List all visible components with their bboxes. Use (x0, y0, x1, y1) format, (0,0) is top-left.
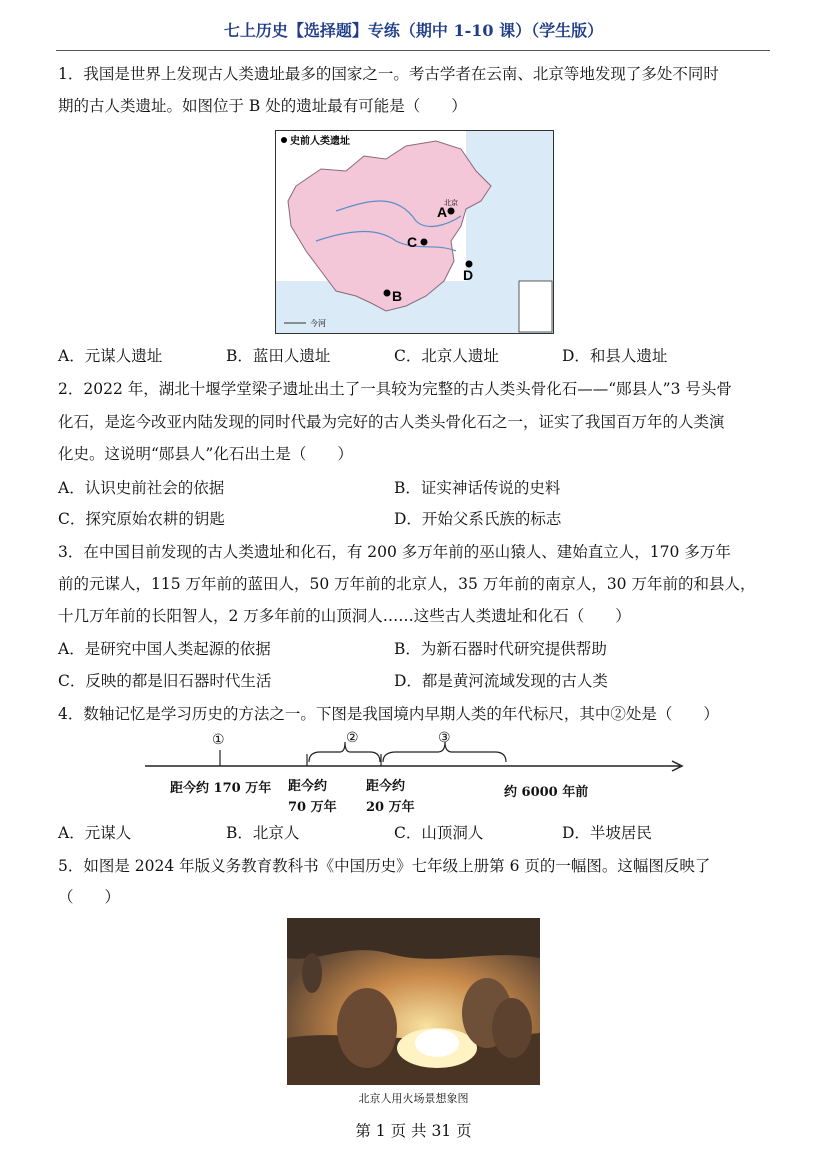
legend-site-label: 史前人类遗址 (290, 136, 350, 147)
page-title: 七上历史【选择题】专练（期中 1-10 课）（学生版） (223, 21, 604, 40)
q2-option-d[interactable]: D．开始父系氏族的标志 (394, 510, 562, 528)
china-map-figure (275, 130, 554, 334)
legend-site-dot (281, 137, 287, 143)
site-a-dot (448, 208, 455, 215)
legend-line-label: 今河 (310, 319, 326, 328)
timeline-label-70a: 距今约 (288, 779, 328, 794)
q2-stem-line1: 2．2022 年，湖北十堰学堂梁子遗址出土了一具较为完整的古人类头骨化石——“郧县人”3 号头骨 (58, 380, 732, 398)
site-c-dot (421, 239, 428, 246)
q1-option-b[interactable]: B．蓝田人遗址 (226, 347, 331, 365)
timeline-mark-1: ① (212, 732, 225, 748)
page-number: 第 1 页 共 31 页 (355, 1122, 472, 1140)
q4-option-d[interactable]: D．半坡居民 (562, 824, 652, 842)
q1-option-d[interactable]: D．和县人遗址 (562, 347, 668, 365)
q3-stem-line1: 3．在中国目前发现的古人类遗址和化石，有 200 多万年前的巫山猿人、建始直立人，170 多万年 (58, 543, 731, 561)
illustration-svg (287, 918, 540, 1085)
timeline-label-70b: 70 万年 (288, 800, 337, 815)
site-a-label: A (437, 204, 448, 220)
q3-stem-line2: 前的元谋人，115 万年前的蓝田人，50 万年前的北京人，35 万年前的南京人，30 万年前的和县人， (58, 575, 756, 593)
timeline-label-170: 距今约 170 万年 (170, 781, 272, 796)
q1-option-c[interactable]: C．北京人遗址 (394, 347, 499, 365)
q2-option-c[interactable]: C．探究原始农耕的钥匙 (58, 510, 225, 528)
illustration-caption: 北京人用火场景想象图 (358, 1092, 469, 1105)
peking-man-fire-illustration (287, 918, 540, 1085)
q2-stem-line3: 化史。这说明“郧县人”化石出土是（ ） (58, 445, 353, 463)
q3-stem-line3: 十几万年前的长阳智人，2 万多年前的山顶洞人……这些古人类遗址和化石（ ） (58, 607, 631, 625)
q4-stem-line1: 4．数轴记忆是学习历史的方法之一。下图是我国境内早期人类的年代标尺，其中②处是（ ） (58, 705, 719, 723)
site-d-label: D (463, 267, 474, 283)
q2-stem-line2: 化石，是迄今改亚内陆发现的同时代最为完好的古人类头骨化石之一，证实了我国百万年的人类演 (58, 413, 725, 431)
china-map-svg (276, 131, 553, 333)
q1-option-a[interactable]: A．元谋人遗址 (58, 347, 163, 365)
q4-option-c[interactable]: C．山顶洞人 (394, 824, 484, 842)
timeline-label-20a: 距今约 (366, 779, 406, 794)
q5-stem-line1: 5．如图是 2024 年版义务教育教科书《中国历史》七年级上册第 6 页的一幅图。这幅图反映了 (58, 857, 711, 875)
timeline-figure (140, 728, 700, 818)
q2-option-a[interactable]: A．认识史前社会的依据 (58, 479, 225, 497)
q2-option-b[interactable]: B．证实神话传说的史料 (394, 479, 561, 497)
q4-option-a[interactable]: A．元谋人 (58, 824, 132, 842)
timeline-label-6000: 约 6000 年前 (504, 785, 589, 800)
timeline-mark-2: ② (346, 730, 359, 746)
site-b-dot (384, 290, 391, 297)
timeline-mark-3: ③ (438, 730, 451, 746)
q1-stem-line1: 1．我国是世界上发现古人类遗址最多的国家之一。考古学者在云南、北京等地发现了多处不同时 (58, 65, 719, 83)
header-divider (56, 50, 770, 51)
south-sea-inset (519, 281, 552, 332)
q4-option-b[interactable]: B．北京人 (226, 824, 300, 842)
q1-stem-line2: 期的古人类遗址。如图位于 B 处的遗址最有可能是（ ） (58, 97, 467, 115)
brace-2 (309, 742, 380, 762)
q3-option-d[interactable]: D．都是黄河流域发现的古人类 (394, 672, 608, 690)
site-c-label: C (407, 234, 418, 250)
site-b-label: B (392, 288, 403, 304)
beijing-label: 北京 (444, 200, 458, 207)
q3-option-a[interactable]: A．是研究中国人类起源的依据 (58, 640, 271, 658)
timeline-label-20b: 20 万年 (366, 800, 415, 815)
q3-option-c[interactable]: C．反映的都是旧石器时代生活 (58, 672, 272, 690)
q5-stem-line2: （ ） (58, 888, 121, 906)
q3-option-b[interactable]: B．为新石器时代研究提供帮助 (394, 640, 607, 658)
